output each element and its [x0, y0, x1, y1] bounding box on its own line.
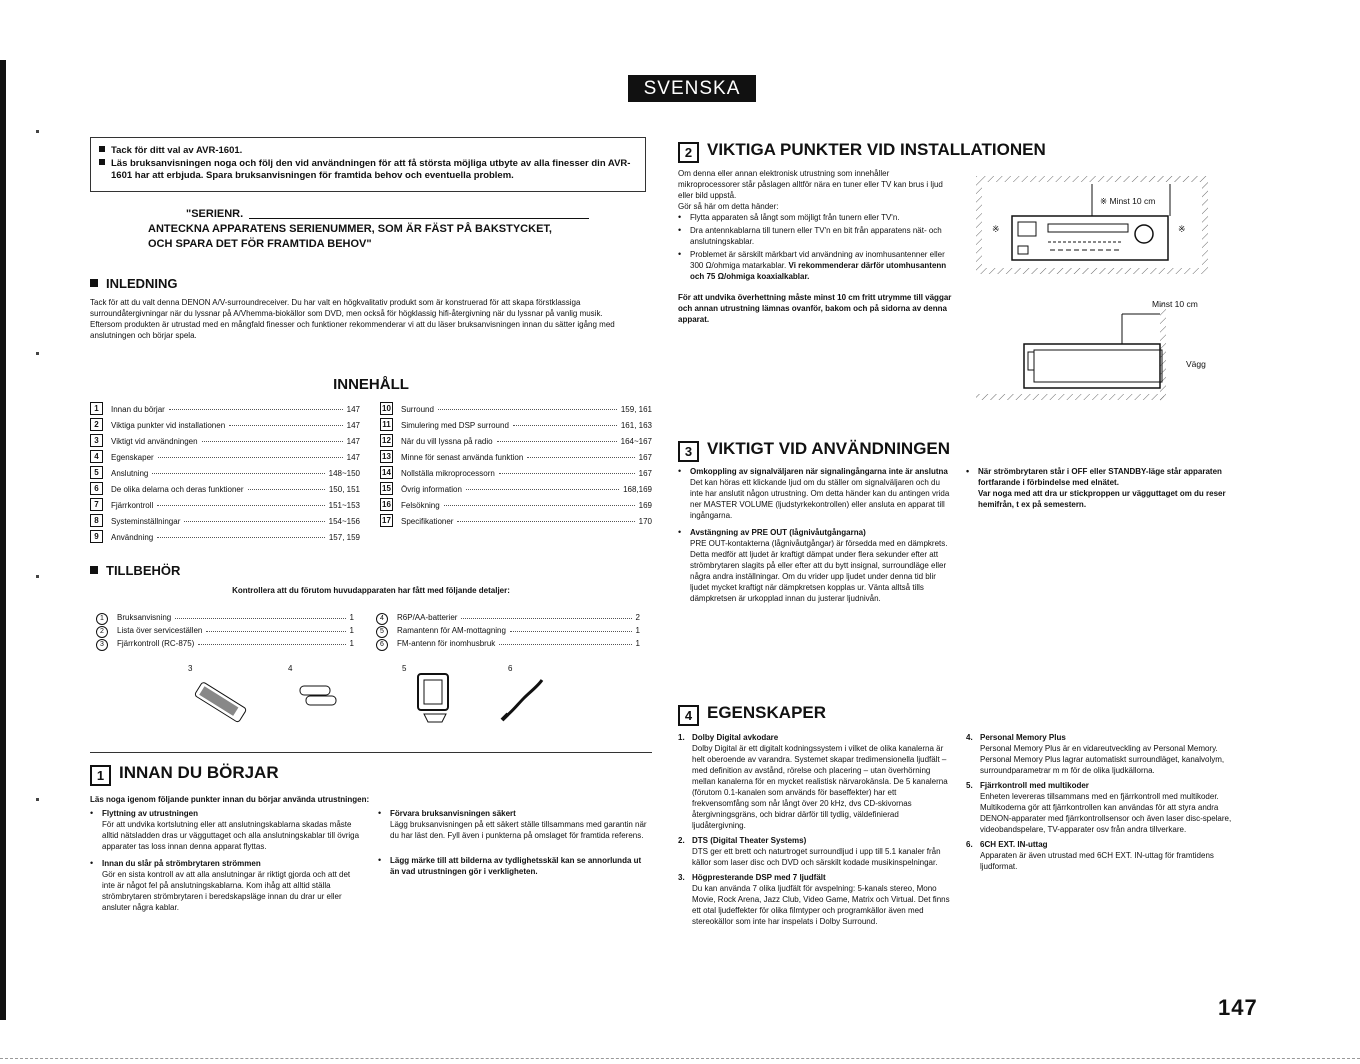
- feature-number: 2.: [678, 836, 685, 845]
- section-number: 2: [678, 142, 699, 163]
- list-item: [678, 527, 950, 604]
- feature-head: Personal Memory Plus: [980, 733, 1066, 742]
- feature-item: [966, 839, 1240, 872]
- section-number: 1: [90, 765, 111, 786]
- accessory-label: Bruksanvisning: [117, 613, 172, 622]
- accessory-row: [96, 624, 354, 637]
- accessory-label: Fjärrkontroll (RC-875): [117, 639, 195, 648]
- accessory-leader: [175, 618, 346, 619]
- intro-title: INLEDNING: [106, 276, 178, 291]
- toc-page: 167: [638, 453, 652, 462]
- section-2-text: [678, 168, 952, 325]
- toc-number: 12: [380, 434, 393, 447]
- margin-tick: [36, 798, 39, 801]
- accessory-row: [376, 624, 640, 637]
- toc-leader: [466, 489, 619, 490]
- am-loop-antenna-icon: [412, 670, 456, 728]
- toc-label: Surround: [401, 405, 434, 414]
- list-item: [378, 855, 650, 877]
- toc-row: [90, 418, 360, 434]
- toc-number: 6: [90, 482, 103, 495]
- list-item: • Dra antennkablarna till tunern eller TV'n en bit från apparatens nät- och anslutningskablar.: [678, 225, 952, 247]
- item-text: Lägg bruksanvisningen på ett säkert ställe tillsammans med garantin när du har läst den. Fyll även i punkterna på omslaget för framtida referens.: [390, 820, 647, 840]
- toc-label: Viktiga punkter vid installationen: [111, 421, 226, 430]
- accessory-label: R6P/AA-batterier: [397, 613, 458, 622]
- accessories-subtitle: Kontrollera att du förutom huvudapparaten har fått med följande detaljer:: [232, 586, 510, 595]
- toc-row: [380, 498, 652, 514]
- toc-label: Systeminställningar: [111, 517, 181, 526]
- toc-leader: [457, 521, 635, 522]
- toc-row: [90, 450, 360, 466]
- toc-leader: [444, 505, 635, 506]
- toc-label: Användning: [111, 533, 154, 542]
- accessory-leader: [510, 631, 632, 632]
- toc-leader: [438, 409, 617, 410]
- bottom-border: [0, 1058, 1360, 1061]
- feature-number: 4.: [966, 733, 973, 742]
- intro-heading: [90, 276, 178, 291]
- toc-title: INNEHÅLL: [333, 376, 409, 393]
- toc-page: 148~150: [328, 469, 360, 478]
- toc-leader: [527, 457, 635, 458]
- toc-label: Innan du börjar: [111, 405, 165, 414]
- serial-instruction: ANTECKNA APPARATENS SERIENUMMER, SOM ÄR FÄST PÅ BAKSTYCKET,: [148, 223, 552, 235]
- section-3-left-column: [678, 466, 950, 606]
- section-2-heading: [678, 140, 1046, 163]
- toc-label: Minne för senast använda funktion: [401, 453, 524, 462]
- section-title: VIKTIGT VID ANVÄNDNINGEN: [707, 439, 951, 458]
- toc-page: 170: [638, 517, 652, 526]
- toc-label: När du vill lyssna på radio: [401, 437, 493, 446]
- toc-row: [90, 514, 360, 530]
- item-head: • Förvara bruksanvisningen säkert: [390, 809, 516, 818]
- toc-row: [380, 466, 652, 482]
- section-number: 4: [678, 705, 699, 726]
- square-bullet-icon: [99, 159, 105, 165]
- toc-label: Simulering med DSP surround: [401, 421, 509, 430]
- toc-number: 13: [380, 450, 393, 463]
- toc-page: 157, 159: [328, 533, 360, 542]
- toc-row: [90, 466, 360, 482]
- toc-page: 159, 161: [620, 405, 652, 414]
- section-1-left-column: [90, 808, 362, 915]
- toc-label: Egenskaper: [111, 453, 154, 462]
- toc-leader: [152, 473, 325, 474]
- feature-number: 5.: [966, 781, 973, 790]
- toc-leader: [513, 425, 617, 426]
- toc-label: Anslutning: [111, 469, 149, 478]
- toc-page: 169: [638, 501, 652, 510]
- section-1-right-column: [378, 808, 650, 879]
- intro-text: [90, 297, 652, 341]
- list-item: [378, 808, 650, 841]
- toc-number: 5: [90, 466, 103, 479]
- toc-number: 17: [380, 514, 393, 527]
- list-item: [966, 466, 1240, 510]
- item-bold-text: Vi rekommenderar därför utomhusantenn och 75 Ω/ohmiga koaxialkablar.: [690, 261, 947, 281]
- serial-instruction: OCH SPARA DET FÖR FRAMTIDA BEHOV": [148, 238, 372, 250]
- item-text: Gör en sista kontroll av att alla anslutningar är riktigt gjorda och att det inte är något fel på anslutningskablarna. Kom ihåg att alltid ställa strömbrytaren strömbrytaren i beredskapsläge innan du drar ur eller ansluter några kablar.: [102, 870, 351, 912]
- accessory-number: 5: [376, 626, 388, 638]
- toc-leader: [229, 425, 343, 426]
- intro-paragraph: Eftersom produkten är utrustad med en mångfald finesser och funktioner rekommenderar vi att du läser bruksanvisningen innan du sätter igång med anslutningen och börjar spela.: [90, 320, 615, 340]
- toc-number: 15: [380, 482, 393, 495]
- list-item: [678, 249, 952, 282]
- remote-control-icon: [190, 678, 250, 728]
- ventilation-warning: För att undvika överhettning måste minst 10 cm fritt utrymme till väggar och annan utrustning lämnas ovanför, bakom och på sidorna av denna apparat.: [678, 293, 952, 324]
- serial-number-block: [148, 207, 648, 252]
- section-1-lead: Läs noga igenom följande punkter innan du börjar använda utrustningen:: [90, 795, 370, 804]
- fig-top-label: ※ Minst 10 cm: [1100, 196, 1156, 206]
- item-text: Problemet är särskilt märkbart vid användning av inomhusantenner eller 300 Ω/ohmiga matarkablar.: [690, 250, 945, 270]
- toc-number: 4: [90, 450, 103, 463]
- fm-antenna-icon: [498, 674, 548, 724]
- item-text: Var noga med att dra ur stickproppen ur vägguttaget om du reser hemifrån, t ex på semestern.: [978, 489, 1226, 509]
- accessory-leader: [206, 631, 346, 632]
- toc-page: 168,169: [623, 485, 652, 494]
- fig-bottom-label: Minst 10 cm: [1152, 299, 1198, 309]
- item-text: För att undvika kortslutning eller att anslutningskablarna skadas måste alltid nätsladden dras ur vägguttaget och alla anslutningskablar till övriga apparater tas loss innan denna apparat flyttas.: [102, 820, 360, 851]
- page-number: 147: [1218, 995, 1258, 1020]
- toc-page: 147: [346, 437, 360, 446]
- toc-leader: [499, 473, 635, 474]
- installation-clearance-figure: [972, 172, 1212, 407]
- fig-side-mark: ※: [1178, 224, 1186, 234]
- section-3-right-column: [966, 466, 1240, 512]
- accessory-label: FM-antenn för inomhusbruk: [397, 639, 496, 648]
- square-bullet-icon: [90, 566, 98, 574]
- section-title: INNAN DU BÖRJAR: [119, 763, 279, 782]
- list-item: [90, 858, 362, 913]
- toc-number: 2: [90, 418, 103, 431]
- fig-wall-label: Vägg: [1186, 359, 1206, 369]
- divider: [90, 752, 652, 753]
- feature-item: [966, 780, 1240, 835]
- toc-row: [90, 482, 360, 498]
- toc-page: 147: [346, 405, 360, 414]
- binding-edge-bar: [0, 60, 6, 1020]
- feature-item: [678, 872, 950, 927]
- accessory-number: 3: [96, 639, 108, 651]
- item-head: • När strömbrytaren står i OFF eller STANDBY-läge står apparaten fortfarande i förbindelse med elnätet.: [978, 467, 1222, 487]
- toc-label: Nollställa mikroprocessorn: [401, 469, 495, 478]
- accessory-number: 6: [376, 639, 388, 651]
- toc-number: 9: [90, 530, 103, 543]
- accessory-number: 1: [96, 613, 108, 625]
- list-item: [90, 808, 362, 852]
- item-head: • Flyttning av utrustningen: [102, 809, 198, 818]
- accessory-leader: [461, 618, 632, 619]
- toc-page: 147: [346, 421, 360, 430]
- feature-number: 6.: [966, 840, 973, 849]
- toc-row: [90, 498, 360, 514]
- accessory-row: [376, 637, 640, 650]
- accessory-number: 6: [508, 664, 513, 673]
- intro-paragraph: Tack för att du valt denna DENON A/V-surroundreceiver. Du har valt en högkvalitativ produkt som är konstruerad för att skapa förstklassiga surroundåtergivningar när du lyssnar på A/Vhemma-biokällor som DVD, men också för högklassig hifi-återgivning när du lyssnar på vanlig musik.: [90, 298, 603, 318]
- accessories-title: TILLBEHÖR: [106, 563, 181, 578]
- toc-number: 11: [380, 418, 393, 431]
- margin-tick: [36, 352, 39, 355]
- toc-leader: [497, 441, 617, 442]
- square-bullet-icon: [99, 146, 105, 152]
- accessory-number: 4: [376, 613, 388, 625]
- toc-number: 7: [90, 498, 103, 511]
- toc-number: 8: [90, 514, 103, 527]
- item-head: • Omkoppling av signalväljaren när signalingångarna inte är anslutna: [690, 467, 948, 476]
- item-head: • Lägg märke till att bilderna av tydlighetsskäl kan se annorlunda ut än vad utrustningen gör i verkligheten.: [390, 856, 642, 876]
- accessory-leader: [198, 644, 346, 645]
- toc-page: 150, 151: [328, 485, 360, 494]
- square-bullet-icon: [90, 279, 98, 287]
- toc-page: 147: [346, 453, 360, 462]
- margin-tick: [36, 130, 39, 133]
- feature-number: 1.: [678, 733, 685, 742]
- notice-line: [99, 158, 637, 182]
- section-number: 3: [678, 441, 699, 462]
- accessory-qty: 1: [349, 613, 354, 622]
- toc-number: 1: [90, 402, 103, 415]
- toc-number: 16: [380, 498, 393, 511]
- accessory-qty: 1: [635, 626, 640, 635]
- feature-text: Dolby Digital är ett digitalt kodningssystem i vilket de olika kanalerna är helt oberoende av varandra. Systemet skapar tredimensionella ljudfält – med definition av avstånd, rörelse och placering – utan överhörning mellan kanalerna för en mycket realistisk närvarokänsla. De 5 kanalerna (förutom 0.1-kanalen som används för baseffekter) har ett frekvensomfång som når långt över 20 kHz, dvs CD-skivornas återgivningsgräns, och bidrar därför till tydlig, väldefinierad ljudåtergivning.: [692, 744, 948, 830]
- accessory-number: 2: [96, 626, 108, 638]
- item-head: • Innan du slår på strömbrytaren strömmen: [102, 859, 261, 868]
- feature-head: Fjärrkontroll med multikoder: [980, 781, 1089, 790]
- list-item: [678, 466, 950, 521]
- toc-leader: [248, 489, 325, 490]
- item-text: PRE OUT-kontakterna (lågnivåutgångar) är försedda med en dämpkrets. Detta medför att ljudet är kraftigt dämpat under flera sekunder efter att strömbrytaren slagits på eller efter att du bytt insignal, surroundläge eller några andra inställningar. Om du vrider upp ljudet under denna tid blir ljudet mycket kraftigt när dämpkretsen kopplas ur. Vänta alltså tills dämpkretsen är urkopplad innan du justerar ljudnivån.: [690, 539, 948, 603]
- section-4-heading: [678, 703, 826, 726]
- feature-text: DTS ger ett brett och naturtroget surroundljud i upp till 5.1 kanaler från källor som laser disc och DVD och särskilt kodade musikinspelningar.: [692, 847, 941, 867]
- paragraph: Om denna eller annan elektronisk utrustning som innehåller mikroprocessorer står påslagen alltför nära en tuner eller TV kan brus i ljud eller bild uppstå.: [678, 169, 943, 200]
- toc-row: [90, 434, 360, 450]
- list-item: • Flytta apparaten så långt som möjligt från tunern eller TV'n.: [678, 212, 952, 223]
- paragraph: Gör så här om detta händer:: [678, 202, 779, 211]
- accessory-qty: 1: [349, 626, 354, 635]
- item-head: • Avstängning av PRE OUT (lågnivåutgångarna): [690, 528, 866, 537]
- toc-row: [90, 530, 360, 546]
- feature-item: [678, 732, 950, 831]
- section-title: EGENSKAPER: [707, 703, 827, 722]
- clearance-diagram: [972, 172, 1212, 407]
- notice-text: Läs bruksanvisningen noga och följ den vid användningen för att få största möjliga utbyte av alla finesser din AVR-1601 har att erbjuda. Spara bruksanvisningen för framtida behov och eventuella problem.: [111, 158, 631, 181]
- toc-row: [380, 402, 652, 418]
- feature-head: DTS (Digital Theater Systems): [692, 836, 807, 845]
- accessory-qty: 2: [635, 613, 640, 622]
- feature-head: 6CH EXT. IN-uttag: [980, 840, 1048, 849]
- toc-row: [380, 514, 652, 530]
- accessory-qty: 1: [635, 639, 640, 648]
- toc-label: Övrig information: [401, 485, 462, 494]
- notice-text: Tack för ditt val av AVR-1601.: [111, 145, 243, 156]
- accessory-number: 3: [188, 664, 193, 673]
- feature-text: Enheten levereras tillsammans med en fjärrkontroll med multikoder. Multikoderna gör att fjärrkontrollen kan användas för att styra andra DENON-apparater med fjärrkontrollsensor och även laser disc-spelare, videobandspelare, TV-apparater osv från andra tillverkare.: [980, 792, 1232, 834]
- toc-row: [90, 402, 360, 418]
- toc-row: [380, 482, 652, 498]
- toc-label: De olika delarna och deras funktioner: [111, 485, 244, 494]
- accessory-qty: 1: [349, 639, 354, 648]
- accessory-number: 4: [288, 664, 293, 673]
- language-tab: SVENSKA: [628, 75, 756, 102]
- section-3-heading: [678, 439, 950, 462]
- toc-page: 151~153: [328, 501, 360, 510]
- toc-number: 14: [380, 466, 393, 479]
- fig-side-mark: ※: [992, 224, 1000, 234]
- batteries-icon: [294, 682, 344, 712]
- accessory-row: [376, 611, 640, 624]
- toc-label: Fjärrkontroll: [111, 501, 154, 510]
- toc-leader: [157, 505, 325, 506]
- toc-leader: [158, 457, 343, 458]
- accessories-illustrations: [90, 664, 652, 744]
- serial-write-line: [249, 218, 589, 219]
- toc-number: 3: [90, 434, 103, 447]
- feature-number: 3.: [678, 873, 685, 882]
- accessory-label: Ramantenn för AM-mottagning: [397, 626, 506, 635]
- toc-page: 164~167: [620, 437, 652, 446]
- section-4-left-column: [678, 732, 950, 931]
- accessory-row: [96, 637, 354, 650]
- feature-head: Dolby Digital avkodare: [692, 733, 779, 742]
- accessory-leader: [499, 644, 632, 645]
- toc-label: Felsökning: [401, 501, 440, 510]
- section-4-right-column: [966, 732, 1240, 876]
- accessory-number: 5: [402, 664, 407, 673]
- toc-page: 161, 163: [620, 421, 652, 430]
- feature-item: [678, 835, 950, 868]
- item-text: Det kan höras ett klickande ljud om du ställer om signalväljaren och du inte har anslutit någon utrustning. Om detta händer kan du antingen vrida ner MASTER VOLUME (ljudstyrkekontrollen) eller ansluta en apparat till ingångarna.: [690, 478, 950, 520]
- toc-leader: [202, 441, 343, 442]
- accessory-label: Lista över serviceställen: [117, 626, 203, 635]
- toc-leader: [169, 409, 343, 410]
- toc-leader: [157, 537, 325, 538]
- toc-row: [380, 434, 652, 450]
- feature-text: Personal Memory Plus är en vidareutveckling av Personal Memory. Personal Memory Plus lagrar automatiskt surroundläget, kanalvolym, surroundparametrar m m för de olika ljudkällorna.: [980, 744, 1225, 775]
- section-1-heading: [90, 763, 279, 786]
- toc-page: 154~156: [328, 517, 360, 526]
- toc-label: Specifikationer: [401, 517, 454, 526]
- toc-row: [380, 418, 652, 434]
- accessories-heading: [90, 563, 180, 578]
- feature-text: Du kan använda 7 olika ljudfält för avspelning: 5-kanals stereo, Mono Movie, Rock Arena, Jazz Club, Video Game, Matrix och Virtual. Det finns ett otal ljudeffekter för olika filmtyper och programkällor även med stereokällor som inte har inspelats i Dolby Surround.: [692, 884, 950, 926]
- feature-head: Högpresterande DSP med 7 ljudfält: [692, 873, 826, 882]
- toc-row: [380, 450, 652, 466]
- feature-text: Apparaten är även utrustad med 6CH EXT. IN-uttag för framtidens ljudformat.: [980, 851, 1214, 871]
- toc-label: Viktigt vid användningen: [111, 437, 198, 446]
- toc-page: 167: [638, 469, 652, 478]
- toc-number: 10: [380, 402, 393, 415]
- notice-box: [90, 137, 646, 192]
- notice-line: [99, 145, 637, 157]
- accessory-row: [96, 611, 354, 624]
- serial-label: "SERIENR.: [186, 208, 244, 220]
- toc-leader: [184, 521, 325, 522]
- margin-tick: [36, 575, 39, 578]
- section-title: VIKTIGA PUNKTER VID INSTALLATIONEN: [707, 140, 1046, 159]
- feature-item: [966, 732, 1240, 776]
